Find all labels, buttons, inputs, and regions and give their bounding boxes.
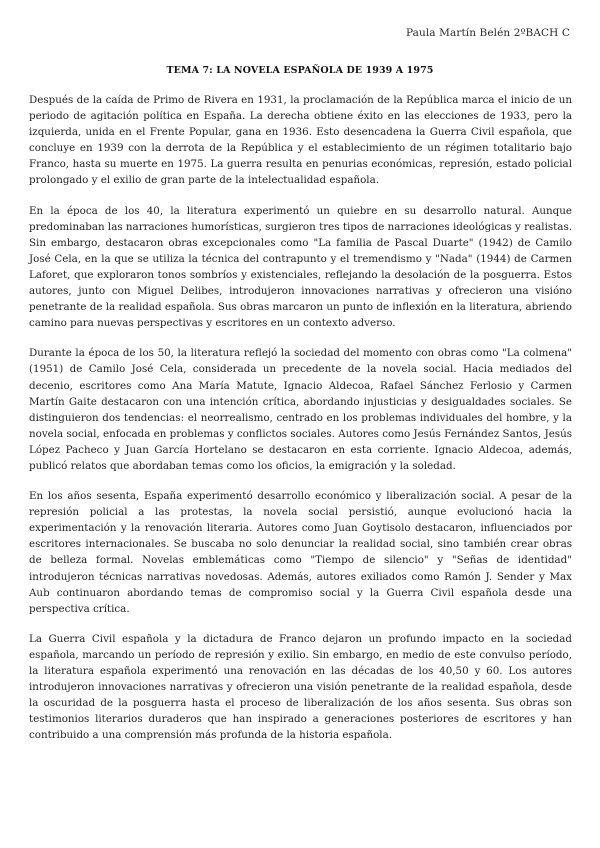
document-title: TEMA 7: LA NOVELA ESPAÑOLA DE 1939 A 1975 (166, 65, 434, 76)
author-header: Paula Martín Belén 2ºBACH C (405, 27, 570, 39)
document-body (29, 92, 572, 757)
paragraph-5-conclusion: La Guerra Civil española y la dictadura de Franco dejaron un profundo impacto en la sociedad española, marcando un período de represión y exilio. Sin embargo, en medio de este convulso período, la literatura española experimentó una renovación en las décadas de los 40,50 y 60. Los autores introdujeron innovaciones narrativas y ofrecieron una visión penetrante de la realidad española, desde la oscuridad de la posguerra hasta el proceso de liberalización de los años sesenta. Sus obras son testimonios literarios duraderos que han inspirado a generaciones posteriores de escritores y han contribuido a una comprensión más profunda de la historia española. (29, 632, 572, 742)
paragraph-4-decade-60s: En los años sesenta, España experimentó desarrollo económico y liberalización social. A pesar de la represión policial a las protestas, la novela social persistió, aunque evolucionó hacia la experimentación y la renovación literaria. Autores como Juan Goytisolo destacaron, influenciados por escritores internacionales. Se buscaba no solo denunciar la realidad social, sino también crear obras de belleza formal. Novelas emblemáticas como "Tiempo de silencio" y "Señas de identidad" introdujeron técnicas narrativas novedosas. Además, autores exiliados como Ramón J. Sender y Max Aub continuaron abordando temas de compromiso social y la Guerra Civil española desde una perspectiva crítica. (29, 490, 572, 615)
paragraph-1-historical-context: Después de la caída de Primo de Rivera en 1931, la proclamación de la República marca el inicio de un periodo de agitación política en España. La derecha obtiene éxito en las elecciones de 1933, pero la izquierda, unida en el Frente Popular, gana en 1936. Esto desencadena la Guerra Civil española, que concluye en 1939 con la derrota de la República y el establecimiento de un régimen totalitario bajo Franco, hasta su muerte en 1975. La guerra resulta en penurias económicas, represión, estado policial prolongado y el exilio de gran parte de la intelectualidad española. (29, 94, 572, 187)
paragraph-2-decade-40s: En la época de los 40, la literatura experimentó un quiebre en su desarrollo natural. Aunque predominaban las narraciones humorísticas, surgieron tres tipos de narraciones ideológicas y realistas. Sin embargo, destacaron obras excepcionales como "La familia de Pascal Duarte" (1942) de Camilo José Cela, en la que se utiliza la técnica del contrapunto y el tremendismo y "Nada" (1944) de Carmen Laforet, que exploraron tonos sombríos y existenciales, reflejando la desolación de la posguerra. Estos autores, junto con Miguel Delibes, introdujeron innovaciones narrativas y ofrecieron una visióno penetrante de la realidad española. Sus obras marcaron un punto de inflexión en la literatura, abriendo camino para nuevas perspectivas y escritores en un contexto adverso. (29, 204, 572, 330)
paragraph-3-decade-50s: Durante la época de los 50, la literatura reflejó la sociedad del momento con obras como "La colmena" (1951) de Camilo José Cela, considerada un precedente de la novela social. Hacia mediados del decenio, escritores como Ana María Matute, Ignacio Aldecoa, Rafael Sánchez Ferlosio y Carmen Martín Gaite destacaron con una intención crítica, abordando injusticias y desigualdades sociales. Se distinguieron dos tendencias: el neorrealismo, centrado en los problemas individuales del hombre, y la novela social, enfocada en problemas y conflictos sociales. Autores como Jesús Fernández Santos, Jesús López Pacheco y Juan García Hortelano se destacaron en esta corriente. Ignacio Aldecoa, además, publicó relatos que abordaban temas como los oficios, la emigración y la soledad. (29, 347, 572, 472)
